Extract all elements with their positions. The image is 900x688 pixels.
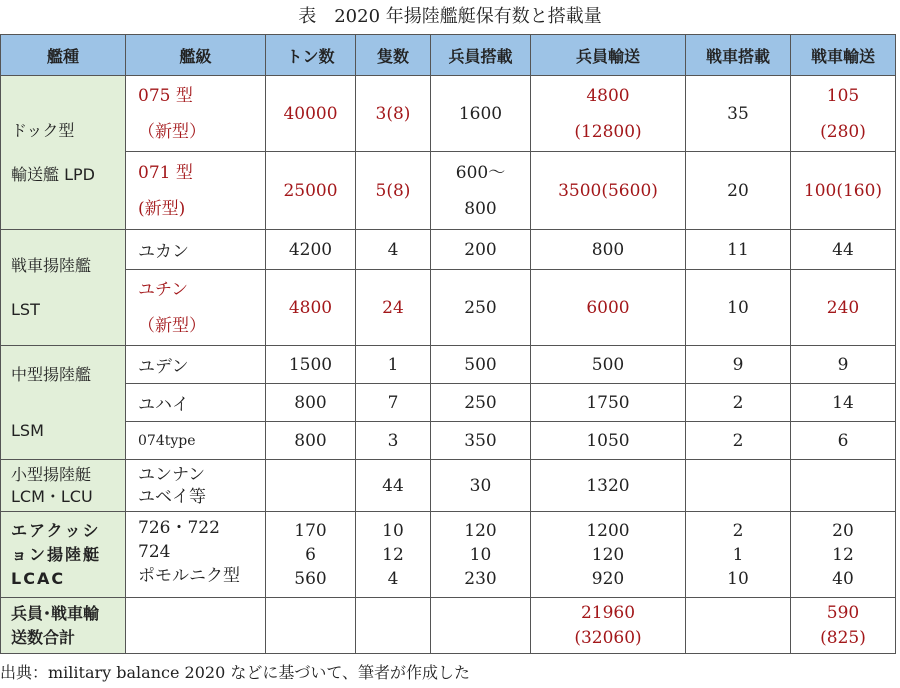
tank-transport-cell: 14 [791,384,896,422]
troops-value: 600～ [455,162,506,183]
category-label: LCM・LCU [11,486,93,506]
transport-value: 4800 [586,85,630,106]
tank-transport-cell [791,460,896,512]
class-cell: ユデン [126,346,266,384]
tank-transport-cell: 240 [791,270,896,346]
transport-value: 1200 [586,520,630,541]
troops-cell [431,512,531,598]
table-row [1,230,896,270]
class-cell [126,152,266,230]
category-label: ドック型 [11,120,75,140]
troops-value: 10 [469,544,492,565]
category-lcm [1,460,126,512]
class-cell [126,76,266,152]
class-label: ユベイ等 [138,486,206,507]
category-label: ョン揚陸艇 [11,544,102,564]
tonnage-value: 6 [305,544,316,565]
header-tanks-carried: 戦車搭載 [686,35,791,76]
tanks-cell [686,460,791,512]
header-tonnage: トン数 [266,35,356,76]
tank-transport-total-cell [791,598,896,654]
transport-cell: 3500(5600) [531,152,686,230]
class-label: ユチン [138,279,189,300]
troops-cell: 1600 [431,76,531,152]
tanks-cell [686,512,791,598]
troops-cell: 500 [431,346,531,384]
table-row [1,384,896,422]
source-note: 出典：military balance 2020 などに基づいて、筆者が作成した [0,663,471,682]
troops-cell: 200 [431,230,531,270]
class-cell [126,598,266,654]
transport-cell [531,512,686,598]
header-row [1,35,896,76]
ship-count-cell: 44 [356,460,431,512]
ship-count-value: 12 [382,544,404,565]
category-lst [1,230,126,346]
tanks-cell: 10 [686,270,791,346]
transport-cell: 500 [531,346,686,384]
header-ship-count: 隻数 [356,35,431,76]
tank-transport-value: 40 [832,568,854,589]
tanks-cell: 11 [686,230,791,270]
landing-ships-table [0,34,896,654]
table-row [1,346,896,384]
tanks-cell: 20 [686,152,791,230]
ship-count-cell [356,512,431,598]
category-total [1,598,126,654]
header-troops-carried: 兵員搭載 [431,35,531,76]
transport-value-future: (12800) [574,121,642,142]
tank-transport-cell: 9 [791,346,896,384]
tonnage-cell: 25000 [266,152,356,230]
transport-total-future: (32060) [574,627,642,648]
table-row [1,76,896,152]
tank-transport-cell [791,76,896,152]
tank-transport-total: 590 [826,602,860,623]
class-cell [126,512,266,598]
tanks-cell: 9 [686,346,791,384]
category-label: 送数合計 [11,627,76,647]
ship-count-cell [356,598,431,654]
tank-transport-value: 12 [832,544,854,565]
troops-cell [431,152,531,230]
class-label: 724 [138,542,171,562]
tonnage-cell: 800 [266,422,356,460]
category-label: エアクッシ [11,520,101,540]
tanks-cell: 2 [686,422,791,460]
header-tanks-transport: 戦車輸送 [791,35,896,76]
tonnage-value: 560 [294,568,327,589]
header-ship-class: 艦級 [126,35,266,76]
category-label: 戦車揚陸艦 [11,255,92,275]
class-label: 726・722 [138,518,220,538]
total-row [1,598,896,654]
tank-transport-cell: 100(160) [791,152,896,230]
ship-count-cell: 4 [356,230,431,270]
table-row [1,422,896,460]
transport-total-cell [531,598,686,654]
ship-count-cell: 24 [356,270,431,346]
tank-transport-total-future: (825) [820,627,866,648]
ship-count-cell: 1 [356,346,431,384]
table-row [1,270,896,346]
category-label: 中型揚陸艦 [11,364,92,384]
tonnage-value: 170 [294,520,327,541]
troops-cell: 250 [431,384,531,422]
class-cell: ユハイ [126,384,266,422]
class-label: 071 型 [138,162,193,183]
tank-transport-value-future: (280) [820,121,866,142]
tonnage-cell [266,598,356,654]
transport-cell: 1050 [531,422,686,460]
table-row [1,152,896,230]
tonnage-cell: 4800 [266,270,356,346]
troops-cell: 250 [431,270,531,346]
class-note: （新型） [138,315,206,336]
category-label: 輸送艦 LPD [11,164,95,184]
ship-count-value: 4 [387,568,399,589]
transport-cell: 800 [531,230,686,270]
tonnage-cell: 800 [266,384,356,422]
tank-transport-value: 105 [826,85,860,106]
tanks-cell: 2 [686,384,791,422]
tonnage-cell: 4200 [266,230,356,270]
troops-cell: 30 [431,460,531,512]
troops-value: 120 [464,520,497,541]
tonnage-cell [266,512,356,598]
category-lsm [1,346,126,460]
transport-value: 920 [591,568,625,589]
tonnage-cell [266,460,356,512]
table-row [1,460,896,512]
class-cell [126,460,266,512]
header-ship-type: 艦種 [1,35,126,76]
class-cell: ユカン [126,230,266,270]
ship-count-value: 10 [382,520,404,541]
tanks-value: 1 [732,544,744,565]
ship-count-cell: 3(8) [356,76,431,152]
tonnage-cell: 1500 [266,346,356,384]
category-label: 小型揚陸艇 [11,464,92,484]
tonnage-cell: 40000 [266,76,356,152]
tanks-cell: 35 [686,76,791,152]
category-label: 兵員･戦車輸 [11,603,100,623]
tank-transport-cell: 6 [791,422,896,460]
class-note: （新型） [138,121,206,142]
transport-total: 21960 [580,602,636,623]
table-row [1,512,896,598]
category-label: LSM [11,420,44,440]
troops-cell: 350 [431,422,531,460]
transport-cell: 1750 [531,384,686,422]
tanks-cell [686,598,791,654]
tanks-value: 10 [727,568,749,589]
tank-transport-cell: 44 [791,230,896,270]
ship-count-cell: 3 [356,422,431,460]
category-lpd [1,76,126,230]
transport-cell: 6000 [531,270,686,346]
category-label: LST [11,299,40,319]
ship-count-cell: 7 [356,384,431,422]
class-label: ポモルニク型 [138,566,240,586]
table-title: 表 2020 年揚陸艦艇保有数と搭載量 [298,6,602,27]
tanks-value: 2 [732,520,744,541]
tank-transport-value: 20 [832,520,854,541]
class-label: ユンナン [138,464,206,485]
troops-cell [431,598,531,654]
troops-value: 230 [464,568,497,589]
class-note: (新型) [138,198,186,219]
class-cell: 074type [126,422,266,460]
transport-cell: 1320 [531,460,686,512]
tank-transport-cell [791,512,896,598]
troops-value: 800 [464,198,497,219]
transport-value: 120 [591,544,625,565]
category-lcac [1,512,126,598]
ship-count-cell: 5(8) [356,152,431,230]
class-cell [126,270,266,346]
header-troops-transport: 兵員輸送 [531,35,686,76]
class-label: 075 型 [138,85,193,106]
category-label: LCAC [11,568,66,588]
transport-cell [531,76,686,152]
